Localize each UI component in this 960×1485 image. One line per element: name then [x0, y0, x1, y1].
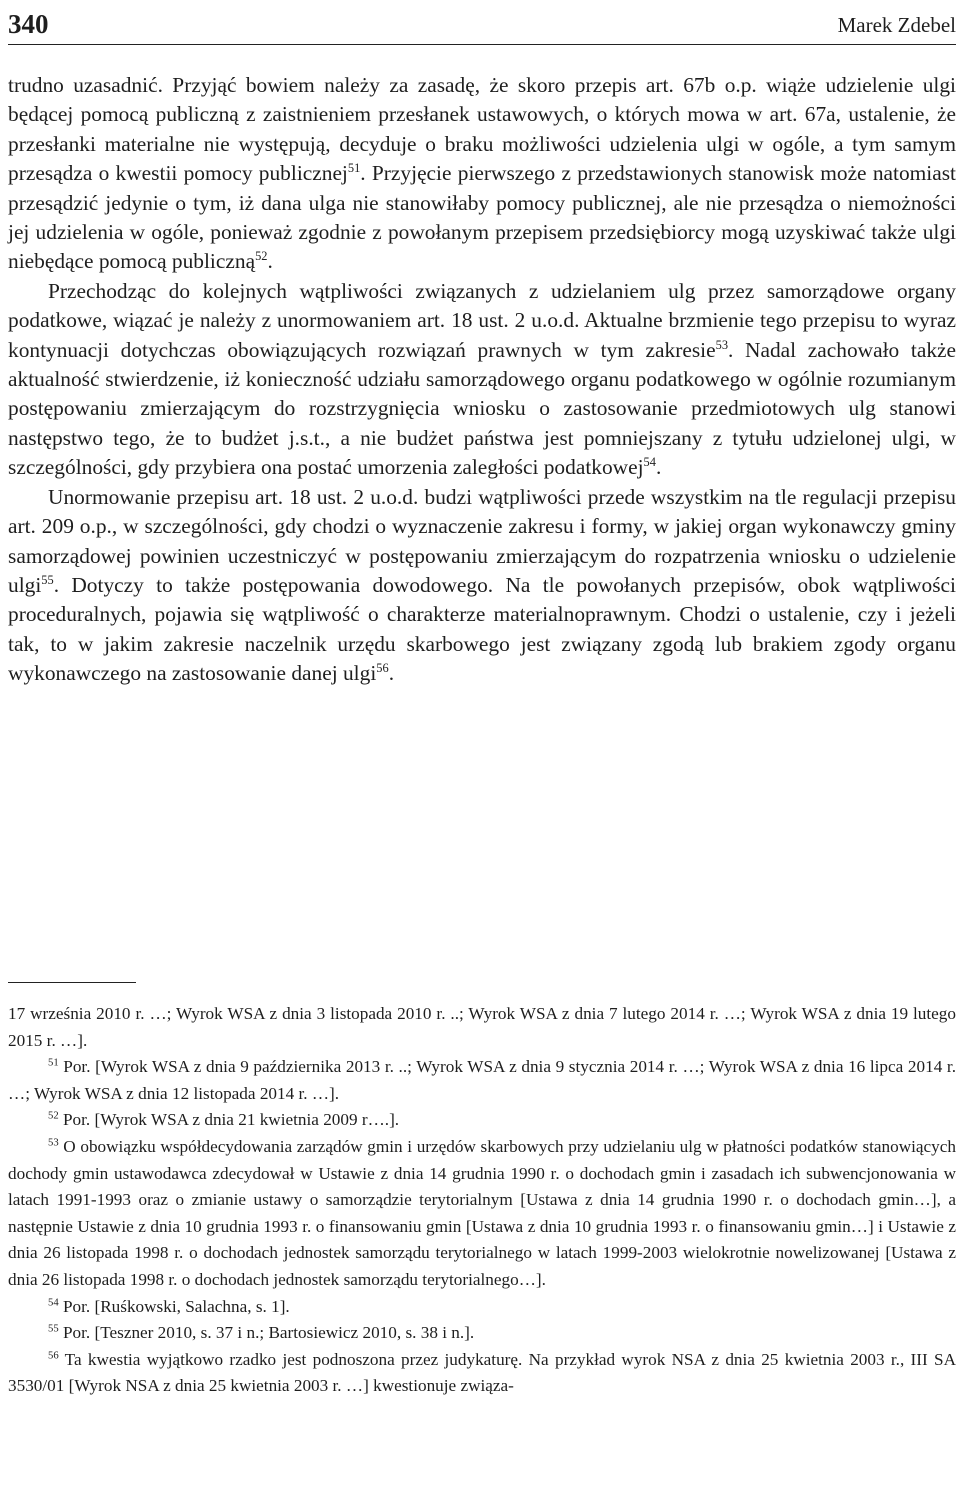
header-rule [8, 44, 956, 45]
footnotes [8, 1001, 956, 1400]
footnote [8, 1054, 956, 1107]
footnote-number: 56 [48, 1349, 59, 1361]
footnote-reference: 54 [643, 455, 656, 470]
paragraph-text: trudno uzasadnić. Przyjąć bowiem należy za zasadę, że skoro przepis art. 67b o.p. wiąże udzielenie ulgi będącej pomocą publiczną z zaistnieniem przesłanek ustawowych, o których mowa w art. 67a, ustalenie, że przesłanki materialne nie występują, decyduje o braku możliwości udzielenia ulgi w ogóle, a tym samym przesądza o kwestii pomocy publicznej [8, 73, 956, 186]
footnote-reference: 53 [715, 337, 729, 352]
footnote-number: 53 [48, 1137, 59, 1149]
paragraph-text: Unormowanie przepisu art. 18 ust. 2 u.o.d. budzi wątpliwości przede wszystkim na tle regulacji przepisu art. 209 o.p., w szczególności, gdy chodzi o wyznaczenie zakresu i formy, w jakiej organ wykonawczy gminy samorządowej powinien uczestniczyć w postępowaniu zmierzającym do rozpatrzenia wniosku o udzielenie ulgi [8, 484, 956, 597]
footnote-number: 52 [48, 1110, 59, 1122]
footnote-separator [8, 982, 136, 983]
footnote-text: Por. [Ruśkowski, Salachna, s. 1]. [58, 1296, 290, 1316]
paragraph-text: . [655, 455, 662, 480]
footnote-text: Por. [Teszner 2010, s. 37 i n.; Bartosiewicz 2010, s. 38 i n.]. [58, 1323, 475, 1343]
footnote-number: 54 [48, 1296, 59, 1308]
page-header [8, 8, 956, 40]
paragraph-text: . [267, 249, 273, 274]
footnote-text: Por. [Wyrok WSA z dnia 9 października 2013 r. ..; Wyrok WSA z dnia 9 stycznia 2014 r. …; Wyrok WSA z dnia 16 lipca 2014 r. …; Wyrok WSA z dnia 12 listopada 2014 r. …]. [8, 1057, 956, 1103]
paragraph-text: . Przyjęcie pierwszego z przedstawionych stanowisk może natomiast przesądzić jedynie o tym, iż dana ulga nie stanowiłaby pomocy publicznej, ale nie przesądza o niemożności jej udzielenia w ogóle, ponieważ zgodnie z powołanym przepisem przedsiębiorcy mogą uzyskiwać także ulgi niebędące pomocą publiczną [8, 161, 956, 274]
footnote-text: Por. [Wyrok WSA z dnia 21 kwietnia 2009 r….]. [58, 1110, 400, 1130]
footnote-text: Ta kwestia wyjątkowo rzadko jest podnoszona przez judykaturę. Na przykład wyrok NSA z dnia 25 kwietnia 2003 r., III SA 3530/01 [Wyrok NSA z dnia 25 kwietnia 2003 r. …] kwestionuje związa- [8, 1349, 956, 1396]
footnote-reference: 51 [347, 161, 361, 176]
running-head-author: Marek Zdebel [837, 13, 956, 37]
body-text [8, 71, 956, 689]
document-page [8, 0, 956, 1485]
footnote [8, 1134, 956, 1294]
page-number: 340 [8, 9, 49, 39]
footnote-text: O obowiązku współdecydowania zarządów gmin i urzędów skarbowych przy udzielaniu ulg w płatności podatków stanowiących dochody gmin ustawodawca zdecydował w Ustawie z dnia 14 grudnia 1990 r. o dochodach gmin i zasadach ich subwencjonowania w latach 1991-1993 oraz o zmianie ustawy o samorządzie terytorialnym [Ustawa z dnia 14 grudnia 1990 r. o dochodach gmin…], a następnie Ustawie z dnia 10 grudnia 1993 r. o finansowaniu gmin [Ustawa z dnia 10 grudnia 1993 r. o finansowaniu gmin…] i Ustawie z dnia 26 listopada 1998 r. o dochodach jednostek samorządu terytorialnego w latach 1999-2003 wielokrotnie nowelizowanej [Ustawa z dnia 26 listopada 1998 r. o dochodach jednostek samorządu terytorialnego…]. [8, 1136, 956, 1289]
footnote-text: 17 września 2010 r. …; Wyrok WSA z dnia 3 listopada 2010 r. ..; Wyrok WSA z dnia 7 lutego 2014 r. …; Wyrok WSA z dnia 19 lutego 2015 r. …]. [8, 1004, 956, 1050]
footnote [8, 1001, 956, 1054]
footnote [8, 1107, 956, 1134]
footnote-number: 55 [48, 1323, 59, 1335]
footnote-reference: 52 [255, 249, 268, 264]
body-paragraph [8, 483, 956, 689]
body-paragraph [8, 277, 956, 483]
paragraph-text: . Dotyczy to także postępowania dowodowego. Na tle powołanych przepisów, obok wątpliwości proceduralnych, pojawia się wątpliwość o charakterze materialnoprawnym. Chodzi o ustalenie, czy i jeżeli tak, to w jakim zakresie naczelnik urzędu skarbowego jest związany zgodą lub brakiem zgody organu wykonawczego na zastosowanie danej ulgi [8, 572, 956, 686]
footnote [8, 1320, 956, 1347]
paragraph-text: . [388, 661, 395, 686]
paragraph-text: . Nadal zachowało także aktualność stwierdzenie, iż konieczność udziału samorządowego organu podatkowego w ogólnie rozumianym postępowaniu zmierzającym do rozstrzygnięcia wniosku o zastosowanie przedmiotowych ulg stanowi następstwo tego, że to budżet j.s.t., a nie budżet państwa jest pomniejszany z tytułu udzielonej ulgi, w szczególności, gdy przybiera ona postać umorzenia zaległości podatkowej [8, 337, 957, 480]
body-paragraph [8, 71, 956, 277]
footnote-reference: 55 [41, 572, 54, 587]
footnote-number: 51 [48, 1057, 59, 1069]
footnote-reference: 56 [376, 661, 389, 675]
paragraph-text: Przechodząc do kolejnych wątpliwości związanych z udzielaniem ulg przez samorządowe organy podatkowe, wiązać je należy z unormowaniem art. 18 ust. 2 u.o.d. Aktualne brzmienie tego przepisu to wyraz kontynuacji dotychczas obowiązujących rozwiązań prawnych w tym zakresie [8, 278, 956, 362]
footnote [8, 1294, 956, 1321]
footnote [8, 1347, 956, 1400]
